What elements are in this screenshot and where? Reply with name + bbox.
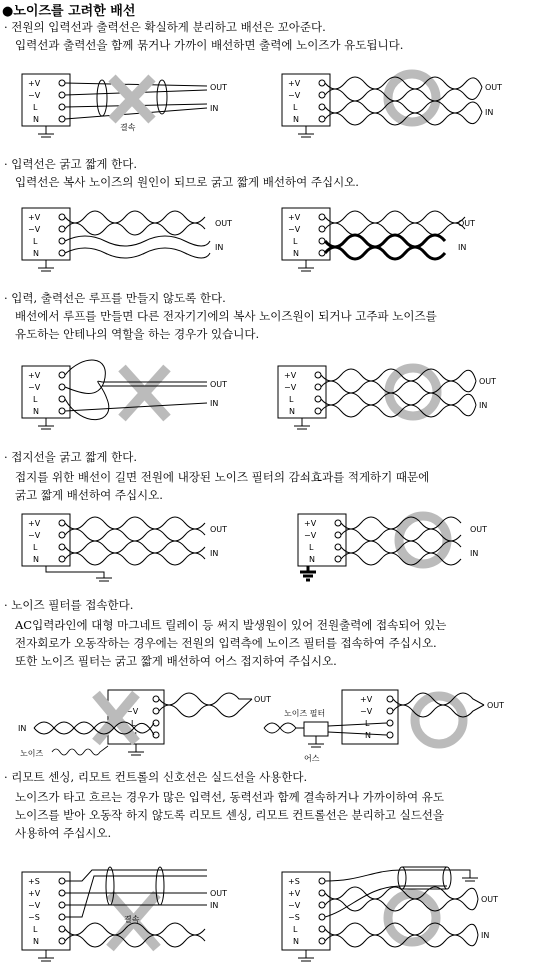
svg-text:IN: IN (485, 108, 494, 117)
label-v-plus: +V (28, 79, 41, 88)
svg-text:−V: −V (28, 225, 41, 234)
svg-text:N: N (289, 407, 295, 416)
label-noise: 노이즈 (20, 749, 44, 758)
svg-text:−V: −V (304, 531, 317, 540)
svg-text:−V: −V (28, 383, 41, 392)
svg-text:−V: −V (284, 383, 297, 392)
svg-text:IN: IN (458, 243, 467, 252)
svg-text:+V: +V (28, 371, 41, 380)
svg-text:OUT: OUT (210, 889, 228, 898)
figure-4-good (298, 508, 538, 588)
svg-text:+V: +V (284, 371, 297, 380)
svg-text:L: L (33, 395, 38, 404)
label-l: L (33, 103, 38, 112)
section-6-heading: · 리모트 센싱, 리모트 컨트롤의 신호선은 실드선을 사용한다. (4, 770, 308, 784)
svg-text:N: N (293, 937, 299, 946)
svg-text:N: N (33, 555, 39, 564)
section-4-line-2: 굵고 짧게 배선하여 주십시오. (15, 488, 163, 502)
section-3-line-2: 유도하는 안테나의 역할을 하는 경우가 있습니다. (15, 327, 260, 341)
section-3-line-1: 배선에서 루프를 만들면 다른 전자기기에의 복사 노이즈원이 되거나 고주파 노이즈를 (15, 309, 437, 323)
svg-text:+V: +V (288, 213, 301, 222)
section-2-heading: · 입력선은 굵고 짧게 한다. (4, 157, 138, 171)
svg-text:L: L (131, 719, 136, 728)
svg-text:IN: IN (481, 931, 490, 940)
svg-text:+V: +V (304, 519, 317, 528)
svg-text:+S: +S (28, 877, 40, 886)
svg-text:L: L (289, 395, 294, 404)
svg-text:L: L (309, 543, 314, 552)
svg-text:OUT: OUT (210, 525, 228, 534)
svg-text:−V: −V (288, 901, 301, 910)
terminal-labels (28, 79, 41, 124)
svg-text:N: N (293, 249, 299, 258)
svg-text:OUT: OUT (487, 701, 505, 710)
section-6-line-2: 노이즈를 받아 오동작 하지 않도록 리모트 센싱, 리모트 컨트롤선은 분리하고 실드선을 (15, 808, 445, 822)
svg-text:L: L (293, 237, 298, 246)
svg-text:+S: +S (288, 877, 300, 886)
svg-text:−V: −V (288, 91, 301, 100)
svg-text:N: N (33, 249, 39, 258)
svg-text:+V: +V (28, 213, 41, 222)
svg-text:OUT: OUT (210, 380, 228, 389)
label-noise-filter: 노이즈 필터 (284, 709, 326, 718)
svg-text:IN: IN (210, 399, 219, 408)
svg-text:L: L (33, 925, 38, 934)
svg-text:IN: IN (210, 901, 219, 910)
svg-text:−S: −S (288, 913, 300, 922)
svg-text:N: N (309, 555, 315, 564)
label-in: IN (210, 104, 219, 113)
svg-text:+V: +V (126, 695, 139, 704)
section-6-line-1: 노이즈가 타고 흐르는 경우가 많은 입력선, 동력선과 함께 결속하거나 가까이하여 유도 (15, 790, 445, 804)
section-1-heading: · 전원의 입력선과 출력선은 확실하게 분리하고 배선은 꼬아준다. (4, 20, 326, 34)
section-2-line-1: 입력선은 복사 노이즈의 원인이 되므로 굵고 짧게 배선하여 주십시오. (15, 175, 359, 189)
figure-1-bad (22, 68, 262, 138)
svg-text:IN: IN (470, 549, 479, 558)
svg-text:+V: +V (28, 889, 41, 898)
circle-mark (388, 74, 436, 122)
figure-4-bad (22, 508, 262, 588)
section-4-line-1: 접지를 위한 배선이 길면 전원에 내장된 노이즈 필터의 감쇠효과를 적게하기 때문에 (15, 470, 430, 484)
figure-2-bad (22, 202, 262, 277)
svg-text:IN: IN (479, 401, 488, 410)
svg-text:−S: −S (28, 913, 40, 922)
svg-text:N: N (131, 731, 137, 740)
label-n: N (33, 115, 39, 124)
section-5-line-2: 전자회로가 오동작하는 경우에는 전원의 입력측에 노이즈 필터를 접속하여 주십시오. (15, 636, 437, 650)
section-3-heading: · 입력, 출력선은 루프를 만들지 않도록 한다. (4, 291, 226, 305)
svg-text:−V: −V (360, 707, 373, 716)
svg-text:OUT: OUT (485, 83, 503, 92)
section-1-line-1: 입력선과 출력선을 함께 묶거나 가까이 배선하면 출력에 노이즈가 유도됩니다. (15, 38, 404, 52)
svg-text:L: L (33, 237, 38, 246)
svg-text:OUT: OUT (458, 219, 476, 228)
svg-text:L: L (33, 543, 38, 552)
section-4-heading: · 접지선을 굵고 짧게 한다. (4, 450, 138, 464)
svg-text:N: N (365, 731, 371, 740)
figure-6-bad (22, 864, 262, 968)
section-5-line-1: AC입력라인에 대형 마그네트 릴레이 등 써지 발생원이 있어 전원출력에 접속되어 있는 (15, 618, 447, 632)
label-earth: 어스 (304, 754, 320, 763)
label-bundle: 결속 (120, 123, 136, 132)
svg-text:+V: +V (288, 889, 301, 898)
label-v-minus: −V (28, 91, 41, 100)
svg-text:−V: −V (28, 531, 41, 540)
figure-6-good (282, 864, 522, 968)
section-6-line-3: 사용하여 주십시오. (15, 826, 112, 840)
svg-text:−V: −V (288, 225, 301, 234)
figure-3-bad (22, 354, 262, 439)
svg-text:L: L (293, 103, 298, 112)
figure-5-good (264, 686, 534, 776)
svg-text:L: L (365, 719, 370, 728)
page-title: ●노이즈를 고려한 배선 (2, 4, 136, 19)
section-5-line-3: 또한 노이즈 필터는 굵고 짧게 배선하여 어스 접지하여 주십시오. (15, 654, 337, 668)
figure-5-bad (18, 686, 273, 771)
figure-3-good (278, 360, 518, 435)
svg-text:+V: +V (360, 695, 373, 704)
label-out: OUT (210, 83, 228, 92)
svg-text:OUT: OUT (215, 219, 233, 228)
svg-text:IN: IN (215, 243, 224, 252)
svg-text:OUT: OUT (470, 525, 488, 534)
figure-1-good (282, 68, 522, 138)
svg-text:+V: +V (28, 519, 41, 528)
svg-text:+V: +V (288, 79, 301, 88)
svg-text:N: N (33, 407, 39, 416)
svg-text:OUT: OUT (254, 695, 272, 704)
svg-text:결속: 결속 (124, 915, 140, 924)
svg-text:−V: −V (28, 901, 41, 910)
svg-text:L: L (293, 925, 298, 934)
svg-text:OUT: OUT (481, 895, 499, 904)
svg-text:IN: IN (210, 549, 219, 558)
section-5-heading: · 노이즈 필터를 접속한다. (4, 598, 134, 612)
svg-text:−V: −V (126, 707, 139, 716)
svg-text:OUT: OUT (479, 377, 497, 386)
svg-text:IN: IN (18, 724, 27, 733)
svg-text:N: N (33, 937, 39, 946)
svg-text:N: N (293, 115, 299, 124)
figure-2-good (282, 202, 522, 277)
